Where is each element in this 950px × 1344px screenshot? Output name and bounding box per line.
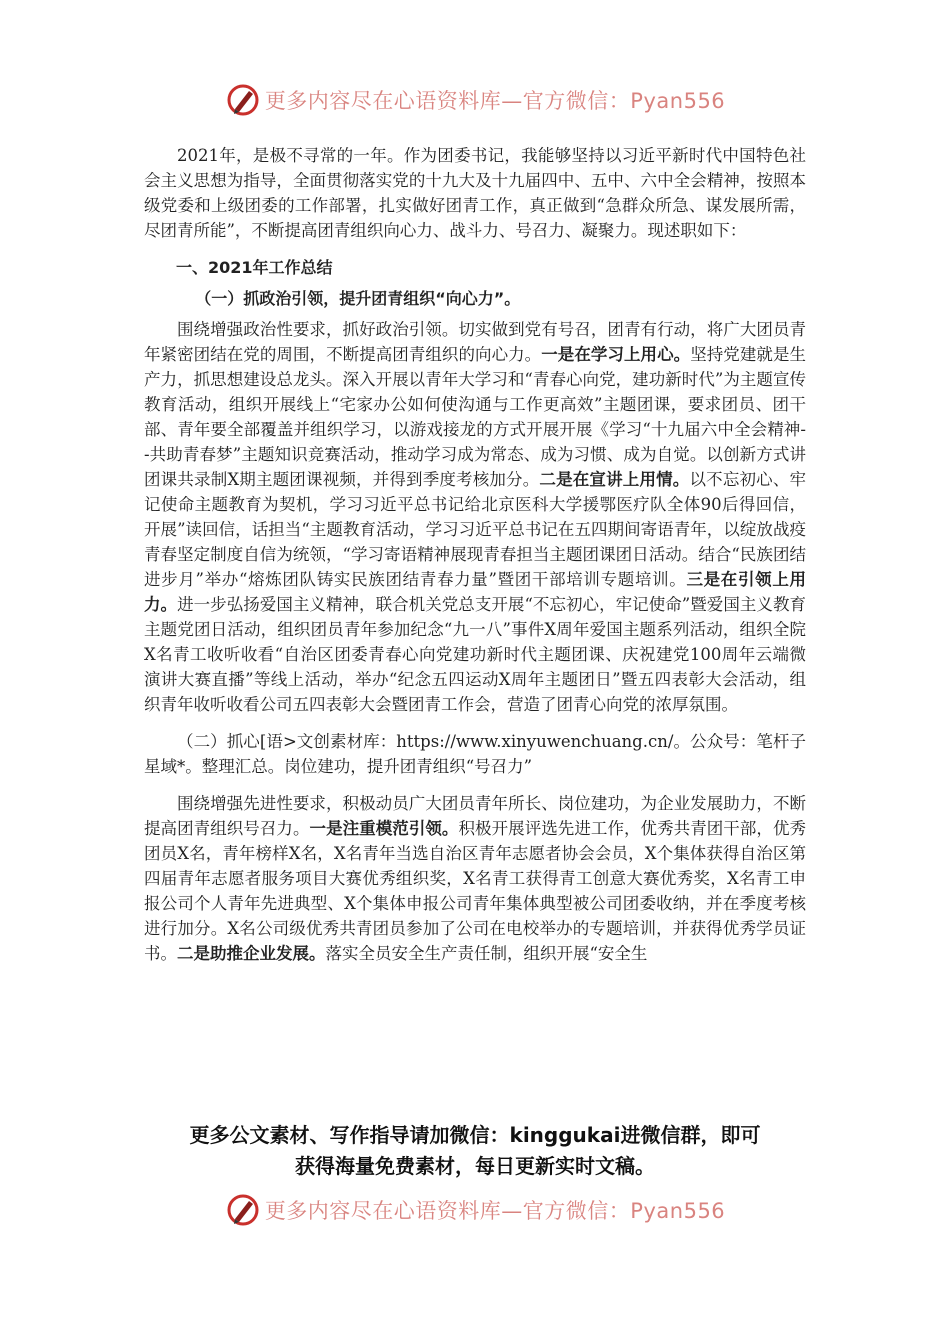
document-body xyxy=(144,143,806,966)
promo-line-2: 获得海量免费素材，每日更新实时文稿。 xyxy=(295,1154,655,1178)
header-banner-text: 更多内容尽在心语资料库—官方微信：Pyan556 xyxy=(264,89,726,113)
section1-title: 一、2021年工作总结 xyxy=(176,258,333,277)
paragraph-job-contribution: 围绕增强先进性要求，积极动员广大团员青年所长、岗位建功，为企业发展助力，不断提高团青组织号召力。一是注重模范引领。积极开展评选先进工作，优秀共青团干部，优秀团员X名，青年榜样X名，X名青年当选自治区青年志愿者协会会员，X个集体获得自治区第四届青年志愿者服务项目大赛优秀组织奖，X名青工获得青工创意大赛优秀奖，X名青工申报公司个人青年先进典型、X个集体申报公司青年集体典型被公司团委收纳，并在季度考核进行加分。X名公司级优秀共青团员参加了公司在电校举办的专题培训，并获得优秀学员证书。二是助推企业发展。落实全员安全生产责任制，组织开展“安全生 xyxy=(144,794,807,963)
footer-banner xyxy=(0,1192,950,1228)
footer-banner-text: 更多内容尽在心语资料库—官方微信：Pyan556 xyxy=(264,1199,726,1223)
subsection1-title: （一）抓政治引领，提升团青组织“向心力”。 xyxy=(195,289,521,308)
paragraph-political-guidance: 围绕增强政治性要求，抓好政治引领。切实做到党有号召，团青有行动，将广大团员青年紧密团结在党的周围，不断提高团青组织的向心力。一是在学习上用心。坚持党建就是生产力，抓思想建设总龙头。深入开展以青年大学习和“青春心向党，建功新时代”为主题宣传教育活动，组织开展线上“宅家办公如何使沟通与工作更高效”主题团课，要求团员、团干部、青年要全部覆盖并组织学习，以游戏接龙的方式开展开展《学习“十九届六中全会精神--共助青春梦”主题知识竞赛活动，推动学习成为常态、成为习惯、成为自觉。以创新方式讲团课共录制X期主题团课视频，并得到季度考核加分。二是在宣讲上用情。以不忘初心、牢记使命主题教育为契机，学习习近平总书记给北京医科大学援鄂医疗队全体90后得回信，开展”读回信，话担当“主题教育活动，学习习近平总书记在五四期间寄语青年，以绽放战疫青春坚定制度自信为统领，“学习寄语精神展现青春担当主题团课团日活动。结合“民族团结进步月”举办“熔炼团队铸实民族团结青春力量”暨团干部培训专题培训。三是在引领上用力。进一步弘扬爱国主义精神，联合机关党总支开展“不忘初心，牢记使命”暨爱国主义教育主题党团日活动，组织团员青年参加纪念“九一八”事件X周年爱国主题系列活动，组织全院X名青工收听收看“自治区团委青春心向党建功新时代主题团课、庆祝建党100周年云端微演讲大赛直播”等线上活动，举办“纪念五四运动X周年主题团日”暨五四表彰大会活动，组织青年收听收看公司五四表彰大会暨团青工作会，营造了团青心向党的浓厚氛围。 xyxy=(144,320,807,714)
promo-notice xyxy=(0,1120,950,1182)
header-banner xyxy=(0,82,950,118)
intro-paragraph: 2021年，是极不寻常的一年。作为团委书记，我能够坚持以习近平新时代中国特色社会主义思想为指导，全面贯彻落实党的十九大及十九届四中、五中、六中全会精神，按照本级党委和上级团委的工作部署，扎实做好团青工作，真正做到“急群众所急、谋发展所需，尽团青所能”，不断提高团青组织向心力、战斗力、号召力、凝聚力。现述职如下： xyxy=(144,146,806,240)
pen-logo-icon xyxy=(225,1192,261,1228)
promo-line-1: 更多公文素材、写作指导请加微信：kinggukai进微信群，即可 xyxy=(189,1123,761,1147)
subsection2-title: （二）抓心[语>文创素材库：https://www.xinyuwenchuang.cn/。公众号：笔杆子星域*。整理汇总。岗位建功，提升团青组织“号召力” xyxy=(144,732,806,776)
pen-logo-icon xyxy=(225,82,261,118)
